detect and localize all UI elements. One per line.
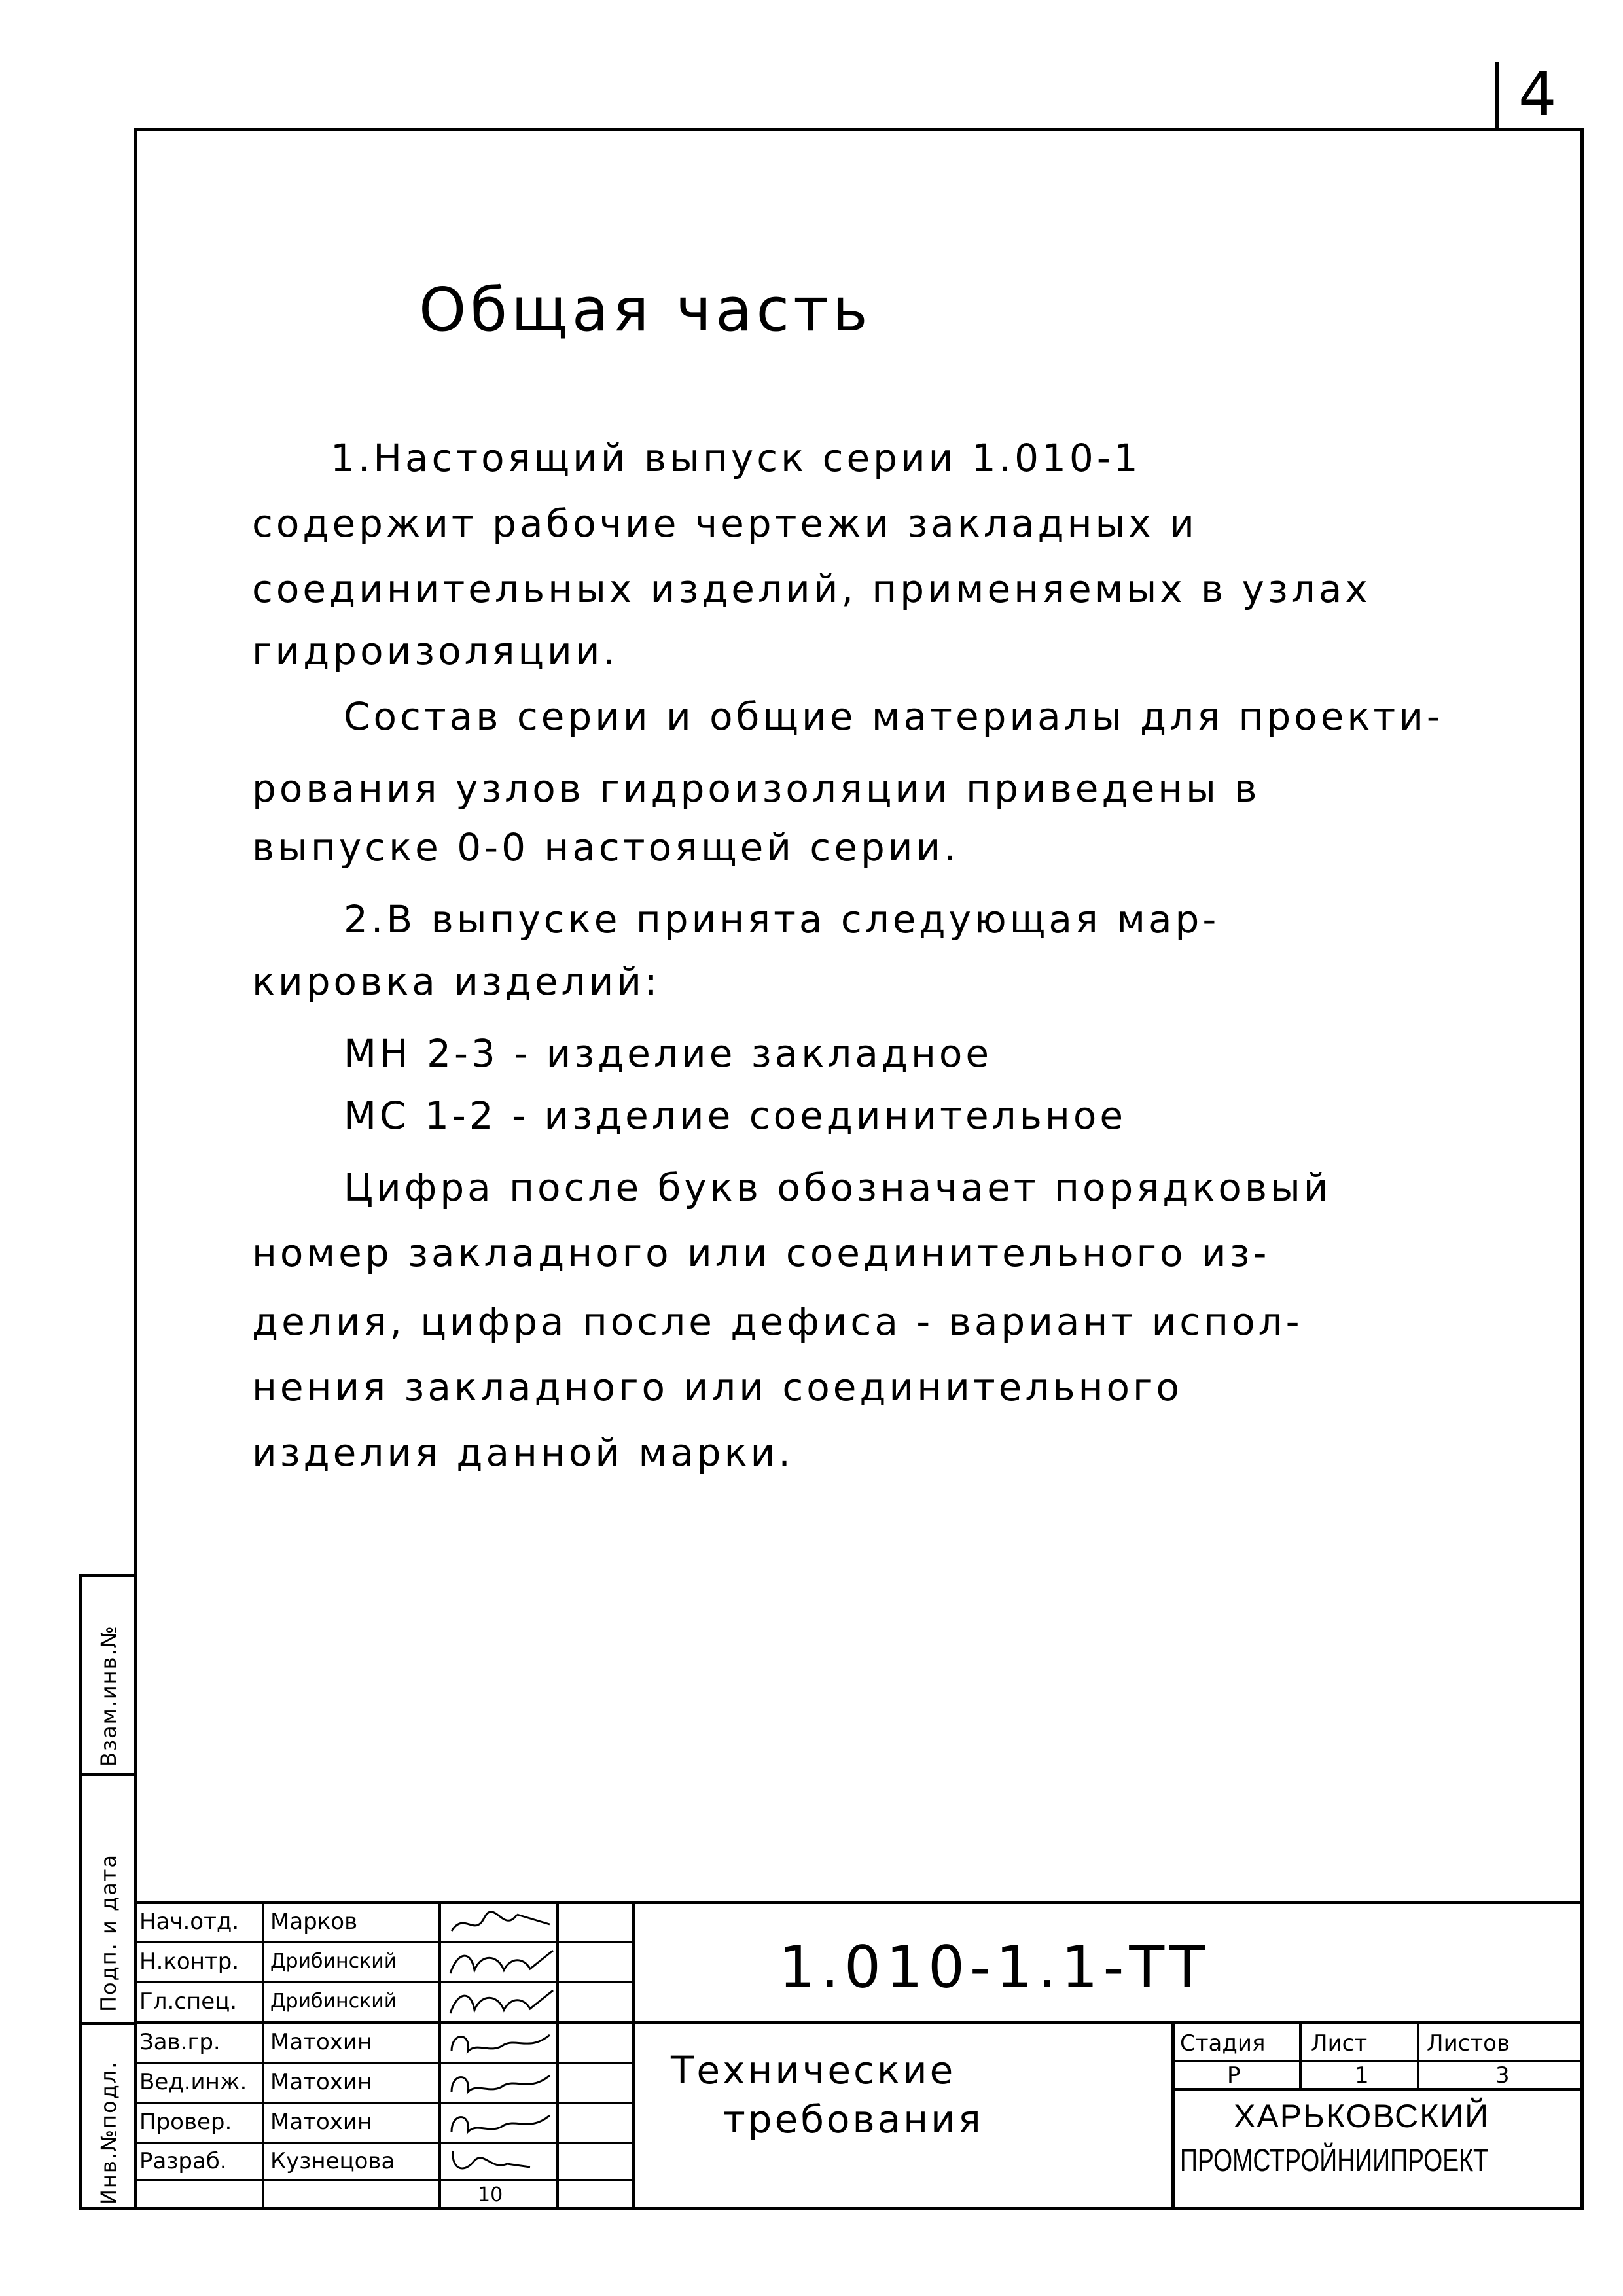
- text-line: содержит рабочие чертежи закладных и: [252, 501, 1198, 546]
- role-label: Разраб.: [139, 2148, 227, 2174]
- text-line: Цифра после букв обозначает порядковый: [344, 1165, 1332, 1210]
- person-name: Кузнецова: [270, 2148, 395, 2174]
- text-line: делия, цифра после дефиса - вариант испол-: [252, 1299, 1303, 1344]
- sheet-label: Лист: [1311, 2030, 1368, 2057]
- document-title: Общая часть: [419, 275, 872, 345]
- signature: [445, 1944, 556, 1980]
- text-line: МН 2-3 - изделие закладное: [344, 1031, 993, 1076]
- document-code: 1.010-1.1-ТТ: [779, 1934, 1210, 2001]
- text-line: кировка изделий:: [252, 959, 661, 1004]
- organization-line-1: ХАРЬКОВСКИЙ: [1234, 2098, 1490, 2134]
- note-number: 10: [478, 2183, 503, 2206]
- text-line: нения закладного или соединительного: [252, 1365, 1183, 1409]
- signature: [445, 1984, 556, 2020]
- signature: [445, 2025, 556, 2061]
- text-line: рования узлов гидроизоляции приведены в: [252, 766, 1260, 811]
- role-label: Нач.отд.: [139, 1909, 240, 1935]
- stage-value: Р: [1227, 2062, 1241, 2089]
- sidebar-vzam-inv: Взам.инв.№: [96, 1625, 121, 1767]
- text-line: МС 1-2 - изделие соединительное: [344, 1093, 1126, 1138]
- sidebar-inv-no: Инв.№подл.: [96, 2060, 121, 2205]
- stage-label: Стадия: [1180, 2030, 1266, 2057]
- role-label: Гл.спец.: [139, 1988, 238, 2015]
- signature: [445, 1905, 556, 1941]
- role-label: Провер.: [139, 2109, 232, 2135]
- role-label: Н.контр.: [139, 1949, 240, 1975]
- person-name: Матохин: [270, 2069, 372, 2095]
- approval-sidebar: [79, 1574, 134, 2210]
- sheet-value: 1: [1355, 2062, 1369, 2089]
- document-name-line-1: Технические: [671, 2048, 956, 2093]
- text-line: изделия данной марки.: [252, 1430, 794, 1475]
- role-label: Зав.гр.: [139, 2029, 221, 2055]
- person-name: Дрибинский: [270, 1950, 397, 1973]
- role-label: Вед.инж.: [139, 2069, 247, 2095]
- signature: [445, 2144, 556, 2180]
- person-name: Матохин: [270, 2029, 372, 2055]
- text-line: выпуске 0-0 настоящей серии.: [252, 825, 959, 870]
- sidebar-sign-date: Подп. и дата: [96, 1854, 121, 2012]
- person-name: Матохин: [270, 2109, 372, 2135]
- signature: [445, 2106, 556, 2142]
- person-name: Дрибинский: [270, 1990, 397, 2013]
- sheets-value: 3: [1495, 2062, 1510, 2089]
- sheets-label: Листов: [1427, 2030, 1510, 2057]
- organization-line-2: ПРОМСТРОЙНИИПРОЕКТ: [1180, 2144, 1488, 2178]
- text-line: соединительных изделий, применяемых в узлах: [252, 567, 1371, 611]
- text-line: 2.В выпуске принята следующая мар-: [344, 897, 1220, 942]
- title-block: [134, 1901, 1584, 2210]
- signature: [445, 2066, 556, 2102]
- text-line: гидроизоляции.: [252, 629, 618, 673]
- document-name-line-2: требования: [723, 2097, 984, 2142]
- text-line: 1.Настоящий выпуск серии 1.010-1: [330, 436, 1141, 480]
- text-line: Состав серии и общие материалы для проекти-: [344, 694, 1444, 739]
- text-line: номер закладного или соединительного из-: [252, 1231, 1270, 1275]
- sheet-number: 4: [1495, 62, 1571, 128]
- person-name: Марков: [270, 1909, 358, 1935]
